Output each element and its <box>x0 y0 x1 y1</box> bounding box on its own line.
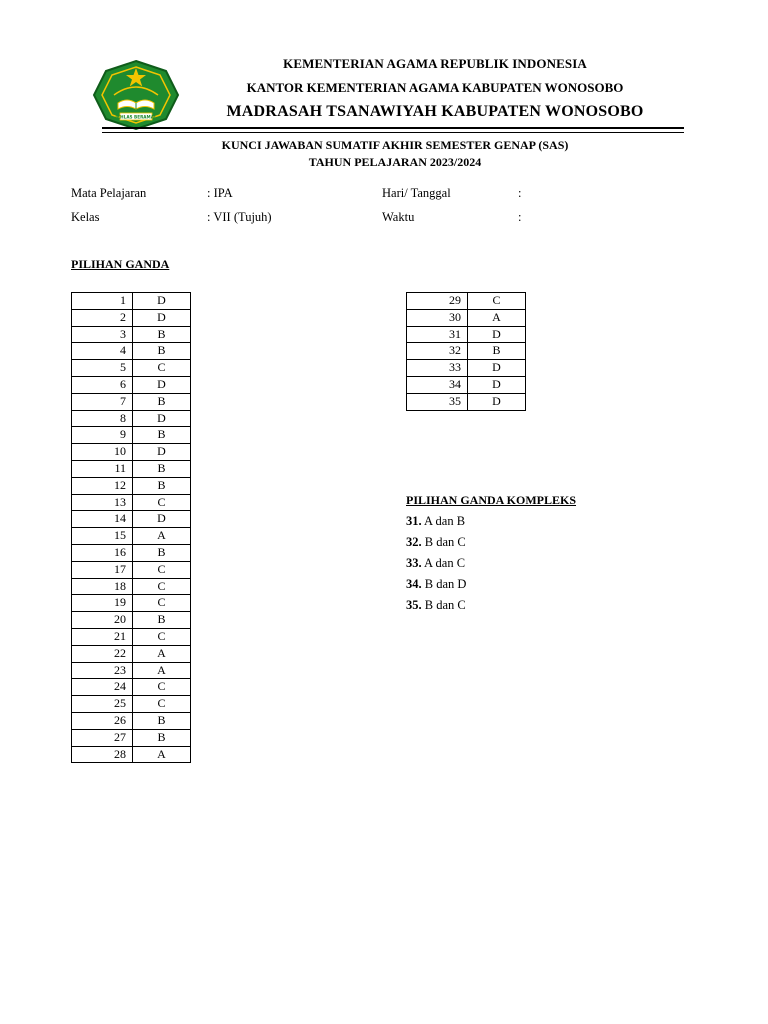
logo-motto: IKHLAS BERAMAL <box>115 114 157 120</box>
pilihan-ganda-heading: PILIHAN GANDA <box>71 257 170 271</box>
table-row <box>72 544 191 561</box>
answer-key: D <box>133 444 191 461</box>
pgk-number: 31. <box>406 514 422 528</box>
header-divider-thin <box>102 132 684 133</box>
answer-key: D <box>133 410 191 427</box>
pgk-number: 33. <box>406 556 422 570</box>
list-item <box>406 574 466 595</box>
answer-key: B <box>133 612 191 629</box>
answer-key: B <box>133 712 191 729</box>
pgk-list <box>406 511 466 616</box>
answer-key: D <box>133 309 191 326</box>
answer-key: C <box>133 561 191 578</box>
question-number: 14 <box>72 511 133 528</box>
answer-key: D <box>133 511 191 528</box>
question-number: 10 <box>72 444 133 461</box>
answer-key: C <box>133 595 191 612</box>
question-number: 24 <box>72 679 133 696</box>
question-number: 19 <box>72 595 133 612</box>
table-row <box>72 696 191 713</box>
hari-label: Hari/ Tanggal <box>382 186 451 200</box>
table-row <box>72 645 191 662</box>
answer-key: A <box>133 746 191 763</box>
table-row <box>72 444 191 461</box>
header-ministry: KEMENTERIAN AGAMA REPUBLIK INDONESIA <box>283 56 587 71</box>
table-row <box>407 326 526 343</box>
header-school: MADRASAH TSANAWIYAH KABUPATEN WONOSOBO <box>226 103 644 120</box>
question-number: 28 <box>72 746 133 763</box>
table-row <box>72 662 191 679</box>
question-number: 25 <box>72 696 133 713</box>
table-row <box>72 595 191 612</box>
answer-key: C <box>133 494 191 511</box>
question-number: 34 <box>407 376 468 393</box>
answer-key: B <box>133 477 191 494</box>
table-row <box>72 612 191 629</box>
question-number: 31 <box>407 326 468 343</box>
answer-key: D <box>133 293 191 310</box>
kelas-value: : VII (Tujuh) <box>207 210 272 224</box>
answer-key: B <box>133 393 191 410</box>
table-row <box>72 309 191 326</box>
answer-key: D <box>468 376 526 393</box>
answer-key: A <box>133 528 191 545</box>
kelas-label: Kelas <box>71 210 100 224</box>
answer-table-left <box>71 292 191 763</box>
pgk-answer: B dan D <box>421 577 467 591</box>
answer-key: D <box>468 360 526 377</box>
waktu-label: Waktu <box>382 210 415 224</box>
answer-key: B <box>133 544 191 561</box>
question-number: 26 <box>72 712 133 729</box>
question-number: 9 <box>72 427 133 444</box>
pgk-number: 32. <box>406 535 422 549</box>
document-year: TAHUN PELAJARAN 2023/2024 <box>308 155 482 169</box>
answer-key: C <box>468 293 526 310</box>
answer-key: B <box>468 343 526 360</box>
answer-key: B <box>133 326 191 343</box>
question-number: 20 <box>72 612 133 629</box>
question-number: 27 <box>72 729 133 746</box>
hari-value: : <box>518 186 522 200</box>
question-number: 30 <box>407 309 468 326</box>
table-row <box>407 343 526 360</box>
answer-key: B <box>133 729 191 746</box>
question-number: 8 <box>72 410 133 427</box>
pgk-heading: PILIHAN GANDA KOMPLEKS <box>406 493 577 507</box>
table-row <box>72 326 191 343</box>
table-row <box>407 309 526 326</box>
pgk-answer: B dan C <box>421 535 466 549</box>
question-number: 29 <box>407 293 468 310</box>
list-item <box>406 532 466 553</box>
table-row <box>407 293 526 310</box>
answer-key: D <box>133 376 191 393</box>
list-item <box>406 553 466 574</box>
table-row <box>72 746 191 763</box>
answer-key: C <box>133 360 191 377</box>
answer-key: A <box>133 662 191 679</box>
answer-key: C <box>133 578 191 595</box>
table-row <box>407 393 526 410</box>
question-number: 33 <box>407 360 468 377</box>
answer-key: B <box>133 460 191 477</box>
table-row <box>72 511 191 528</box>
question-number: 11 <box>72 460 133 477</box>
table-row <box>72 494 191 511</box>
question-number: 35 <box>407 393 468 410</box>
question-number: 18 <box>72 578 133 595</box>
question-number: 1 <box>72 293 133 310</box>
table-row <box>72 528 191 545</box>
mapel-label: Mata Pelajaran <box>71 186 147 200</box>
answer-key: D <box>468 393 526 410</box>
question-number: 12 <box>72 477 133 494</box>
question-number: 32 <box>407 343 468 360</box>
answer-key: B <box>133 427 191 444</box>
table-row <box>72 712 191 729</box>
table-row <box>72 393 191 410</box>
answer-key: B <box>133 343 191 360</box>
waktu-value: : <box>518 210 522 224</box>
question-number: 7 <box>72 393 133 410</box>
answer-key: A <box>468 309 526 326</box>
mapel-value: : IPA <box>207 186 233 200</box>
pgk-number: 34. <box>406 577 422 591</box>
table-row <box>407 376 526 393</box>
question-number: 13 <box>72 494 133 511</box>
pgk-answer: A dan B <box>421 514 466 528</box>
question-number: 22 <box>72 645 133 662</box>
question-number: 4 <box>72 343 133 360</box>
table-row <box>72 343 191 360</box>
answer-key: C <box>133 679 191 696</box>
table-row <box>72 410 191 427</box>
table-row <box>72 578 191 595</box>
header-divider-thick <box>102 127 684 129</box>
question-number: 5 <box>72 360 133 377</box>
table-row <box>72 360 191 377</box>
question-number: 15 <box>72 528 133 545</box>
list-item <box>406 595 466 616</box>
pgk-number: 35. <box>406 598 422 612</box>
header-office: KANTOR KEMENTERIAN AGAMA KABUPATEN WONOSOBO <box>246 80 624 95</box>
list-item <box>406 511 466 532</box>
answer-key: A <box>133 645 191 662</box>
question-number: 23 <box>72 662 133 679</box>
answer-table-right <box>406 292 526 411</box>
pgk-answer: B dan C <box>421 598 466 612</box>
pgk-answer: A dan C <box>421 556 466 570</box>
question-number: 17 <box>72 561 133 578</box>
table-row <box>72 477 191 494</box>
answer-key: C <box>133 628 191 645</box>
table-row <box>72 729 191 746</box>
document-title: KUNCI JAWABAN SUMATIF AKHIR SEMESTER GENAP (SAS) <box>221 138 569 152</box>
table-row <box>72 460 191 477</box>
question-number: 21 <box>72 628 133 645</box>
answer-key: C <box>133 696 191 713</box>
table-row <box>72 679 191 696</box>
question-number: 6 <box>72 376 133 393</box>
kemenag-logo <box>92 59 180 131</box>
table-row <box>72 561 191 578</box>
table-row <box>72 376 191 393</box>
answer-key: D <box>468 326 526 343</box>
table-row <box>72 427 191 444</box>
table-row <box>72 293 191 310</box>
question-number: 2 <box>72 309 133 326</box>
question-number: 16 <box>72 544 133 561</box>
table-row <box>72 628 191 645</box>
table-row <box>407 360 526 377</box>
question-number: 3 <box>72 326 133 343</box>
